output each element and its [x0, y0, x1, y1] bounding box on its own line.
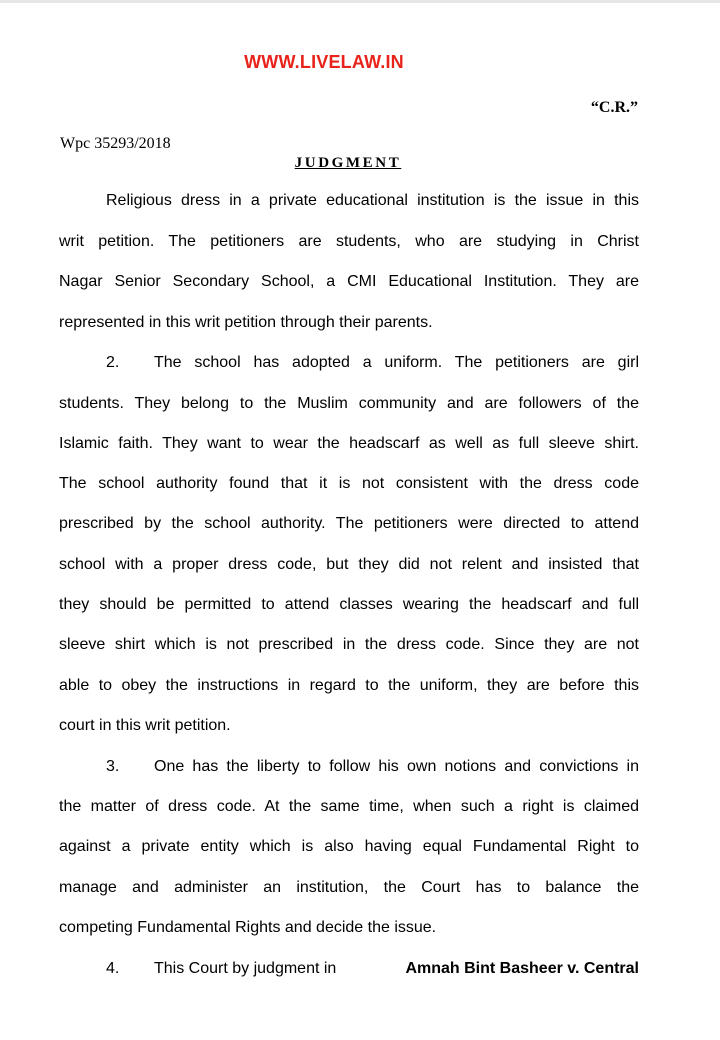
para-3-line-5: competing Fundamental Rights and decide the issue. [59, 919, 437, 936]
para-1-line-4: represented in this writ petition through their parents. [59, 314, 433, 331]
para-1-line-2: writ petition. The petitioners are students, who are studying in Christ [59, 233, 639, 250]
para-3-line-3: against a private entity which is also having equal Fundamental Right to [59, 838, 639, 855]
para-4-intro-text: This Court by judgment in [154, 960, 341, 977]
para-3-line-1-text: One has the liberty to follow his own notions and convictions in [154, 758, 639, 775]
para-4-line-1 [106, 959, 639, 979]
para-2-line-2: students. They belong to the Muslim community and are followers of the [59, 395, 639, 412]
livelaw-watermark: WWW.LIVELAW.IN [244, 52, 404, 72]
para-3-line-4: manage and administer an institution, the Court has to balance the [59, 879, 639, 896]
para-2-number: 2. [106, 354, 120, 371]
case-number: Wpc 35293/2018 [60, 135, 171, 152]
para-4-line-1-text [154, 959, 639, 979]
para-1-line-3: Nagar Senior Secondary School, a CMI Educational Institution. They are [59, 273, 639, 290]
para-2-line-10: court in this writ petition. [59, 717, 231, 734]
para-2-line-3: Islamic faith. They want to wear the headscarf as well as full sleeve shirt. [59, 435, 639, 452]
judgment-heading: JUDGMENT [294, 155, 402, 171]
para-2-line-5: prescribed by the school authority. The petitioners were directed to attend [59, 515, 639, 532]
para-1-line-1: Religious dress in a private educational institution is the issue in this [106, 192, 639, 209]
top-rule [0, 0, 720, 3]
para-4-number: 4. [106, 960, 120, 977]
para-3-line-2: the matter of dress code. At the same time, when such a right is claimed [59, 798, 639, 815]
citation-case-name: Amnah Bint Basheer v. Central [405, 960, 639, 977]
para-2-line-1 [106, 353, 639, 373]
para-2-line-8: sleeve shirt which is not prescribed in the dress code. Since they are not [59, 636, 639, 653]
para-2-line-7: they should be permitted to attend classes wearing the headscarf and full [59, 596, 639, 613]
para-3-line-1 [106, 757, 639, 777]
para-2-line-4: The school authority found that it is not consistent with the dress code [59, 475, 639, 492]
para-2-line-1-text: The school has adopted a uniform. The petitioners are girl [154, 354, 639, 371]
para-3-number: 3. [106, 758, 120, 775]
cr-mark: “C.R.” [590, 99, 638, 116]
para-2-line-6: school with a proper dress code, but they did not relent and insisted that [59, 556, 639, 573]
para-2-line-9: able to obey the instructions in regard to the uniform, they are before this [59, 677, 639, 694]
